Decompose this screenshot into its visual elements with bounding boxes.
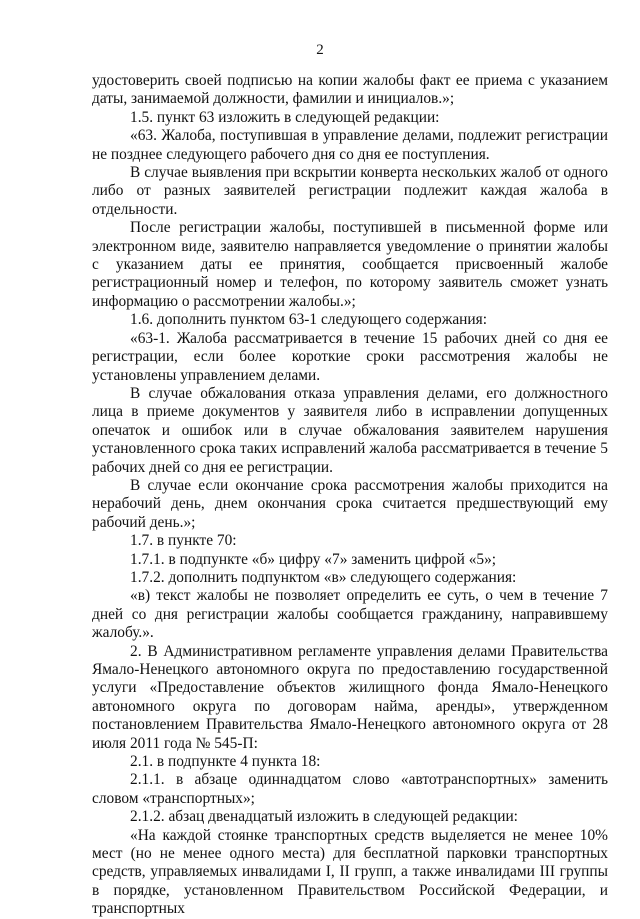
paragraph: 2.1.2. абзац двенадцатый изложить в следующей редакции: <box>130 808 518 826</box>
paragraph: 1.7.2. дополнить подпунктом «в» следующего содержания: <box>130 568 517 586</box>
paragraph: удостоверить своей подписью на копии жалобы факт ее приема с указанием даты, занимаемой должности, фамилии и инициалов.»; <box>92 72 608 108</box>
paragraph: «63. Жалоба, поступившая в управление делами, подлежит регистрации не позднее следующего рабочего дня со дня ее поступления. <box>92 127 608 163</box>
paragraph: После регистрации жалобы, поступившей в письменной форме или электронном виде, заявителю направляется уведомление о принятии жалобы с указанием даты ее принятия, сообщается присвоенный жалобе регистрационный номер и телефон, по которому заявитель сможет узнать информацию о рассмотрении жалобы.»; <box>92 219 608 310</box>
paragraph: 2.1. в подпункте 4 пункта 18: <box>130 753 321 771</box>
page-number: 2 <box>316 42 324 58</box>
paragraph: 1.5. пункт 63 изложить в следующей редакции: <box>130 108 440 126</box>
paragraph: В случае если окончание срока рассмотрения жалобы приходится на нерабочий день, днем окончания срока считается предшествующий ему рабочий день.»; <box>92 476 608 531</box>
paragraph: 2.1.1. в абзаце одиннадцатом слово «автотранспортных» заменить словом «транспортных»; <box>92 771 608 807</box>
paragraph: «63-1. Жалоба рассматривается в течение 15 рабочих дней со дня ее регистрации, если более короткие сроки рассмотрения жалобы не установлены управлением делами. <box>92 329 608 384</box>
paragraph: «На каждой стоянке транспортных средств выделяется не менее 10% мест (но не менее одного места) для бесплатной парковки транспортных средств, управляемых инвалидами I, II групп, а также инвалидами III группы в порядке, установленном Правительством Российской Федерации, и транспортных <box>92 826 608 918</box>
paragraph: «в) текст жалобы не позволяет определить ее суть, о чем в течение 7 дней со дня регистрации жалобы сообщается гражданину, направившему жалобу.». <box>92 587 608 642</box>
paragraph: 2. В Административном регламенте управления делами Правительства Ямало-Ненецкого автономного округа по предоставлению государственной услуги «Предоставление объектов жилищного фонда Ямало-Ненецкого автономного округа по договорам найма, аренды», утвержденном постановлением Правительства Ямало-Ненецкого автономного округа от 28 июля 2011 года № 545-П: <box>92 642 608 752</box>
paragraph: 1.6. дополнить пунктом 63-1 следующего содержания: <box>130 311 487 329</box>
paragraph: В случае выявления при вскрытии конверта нескольких жалоб от одного либо от разных заявителей регистрации подлежит каждая жалоба в отдельности. <box>92 164 608 218</box>
paragraph: В случае обжалования отказа управления делами, его должностного лица в приеме документов у заявителя либо в исправлении допущенных опечаток и ошибок или в случае обжалования заявителем нарушения установленного срока таких исправлений жалоба рассматривается в течение 5 рабочих дней со дня ее регистрации. <box>92 384 608 476</box>
paragraph: 1.7.1. в подпункте «б» цифру «7» заменить цифрой «5»; <box>130 550 497 568</box>
body-text <box>92 72 608 919</box>
paragraph: 1.7. в пункте 70: <box>130 532 237 550</box>
